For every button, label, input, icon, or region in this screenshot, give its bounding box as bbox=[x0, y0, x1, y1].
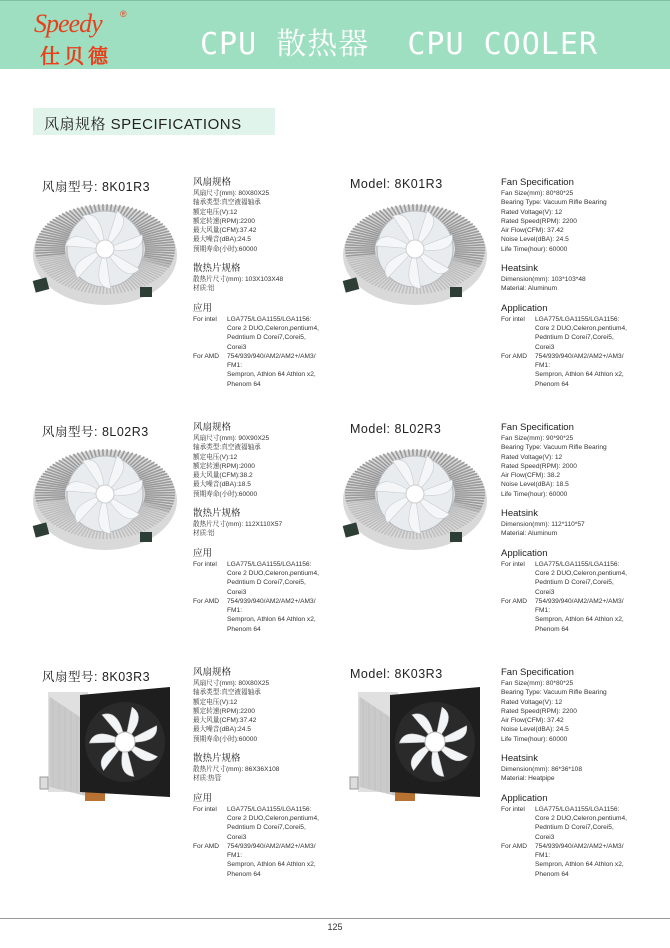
fan-spec-heading: 风扇规格 bbox=[193, 422, 232, 433]
amd-platform-line: Phenom 64 bbox=[535, 380, 569, 388]
intel-platform-line: Corei3 bbox=[227, 833, 247, 841]
spec-cn bbox=[193, 422, 353, 634]
heatsink-line: 材质:铝 bbox=[193, 530, 215, 538]
intel-label: For intel bbox=[501, 315, 525, 323]
fan-spec-line: 轴承类型:真空液福轴承 bbox=[193, 444, 261, 452]
amd-label: For AMD bbox=[501, 352, 528, 360]
model-label-en: Model: 8K01R3 bbox=[350, 177, 443, 191]
amd-platform-line: Sempron, Athlon 64 Athlon x2, bbox=[535, 371, 624, 379]
heatsink-line: Material: Aluminum bbox=[501, 285, 558, 293]
heatsink-line: Material: Heatpipe bbox=[501, 775, 555, 783]
application-heading: 应用 bbox=[193, 792, 213, 804]
fan-spec-line: 额定电压(V):12 bbox=[193, 453, 238, 461]
intel-platforms bbox=[227, 805, 319, 842]
amd-platform-line: FM1: bbox=[227, 607, 243, 615]
amd-platform-line: 754/939/940/AM2/AM2+/AM3/ bbox=[535, 842, 624, 850]
intel-platform-line: Core 2 DUO,Celeron,pentium4, bbox=[227, 324, 319, 332]
heatsink-line: 散热片尺寸(mm): 112X110X57 bbox=[193, 521, 283, 529]
amd-platform-line: Sempron, Athlon 64 Athlon x2, bbox=[535, 861, 624, 869]
application-amd bbox=[193, 597, 353, 634]
fan-spec-line: Life Time(hour): 60000 bbox=[501, 245, 568, 253]
model-label-en: Model: 8K03R3 bbox=[350, 667, 443, 681]
amd-platform-line: Phenom 64 bbox=[535, 625, 569, 633]
application-amd bbox=[193, 842, 353, 879]
amd-platform-line: Phenom 64 bbox=[535, 870, 569, 878]
amd-platform-line: FM1: bbox=[227, 362, 243, 370]
heatsink-line: 材质:热管 bbox=[193, 775, 222, 783]
application-amd bbox=[501, 842, 661, 879]
spacer bbox=[501, 784, 661, 793]
cooler-image bbox=[340, 187, 490, 317]
amd-platform-line: FM1: bbox=[535, 362, 551, 370]
intel-platform-line: Corei3 bbox=[535, 343, 555, 351]
fan-spec-line: Air Flow(CFM): 37.42 bbox=[501, 227, 564, 235]
heatsink-heading: Heatsink bbox=[501, 508, 538, 520]
heatsink-heading: 散热片规格 bbox=[193, 753, 241, 765]
amd-label: For AMD bbox=[193, 842, 220, 850]
cooler-image bbox=[30, 677, 180, 807]
heatsink-heading: Heatsink bbox=[501, 753, 538, 765]
intel-platform-line: Pedntium D Corei7,Corei5, bbox=[535, 334, 614, 342]
fan-spec-line: 轴承类型:真空液福轴承 bbox=[193, 199, 261, 207]
fan-spec-line: 额定电压(V):12 bbox=[193, 208, 238, 216]
intel-platforms bbox=[535, 315, 627, 352]
heatsink-heading: 散热片规格 bbox=[193, 508, 241, 520]
page-header bbox=[0, 0, 670, 69]
heatsink-line: Dimension(mm): 86*36*108 bbox=[501, 766, 582, 774]
amd-platforms bbox=[535, 842, 624, 879]
cooler-image bbox=[30, 432, 180, 562]
application-intel bbox=[501, 560, 661, 597]
intel-platform-line: Core 2 DUO,Celeron,pentium4, bbox=[227, 569, 319, 577]
speedy-logo: Speedy ® 仕贝德 bbox=[34, 9, 127, 68]
page-number: 125 bbox=[327, 922, 343, 932]
amd-platform-line: FM1: bbox=[227, 852, 243, 860]
application-heading: 应用 bbox=[193, 547, 213, 559]
fan-spec-line: Air Flow(CFM): 38.2 bbox=[501, 472, 560, 480]
heatsink-heading: Heatsink bbox=[501, 263, 538, 275]
amd-platform-line: 754/939/940/AM2/AM2+/AM3/ bbox=[227, 842, 316, 850]
intel-platform-line: Corei3 bbox=[535, 833, 555, 841]
spacer bbox=[193, 499, 353, 508]
heatsink-heading: 散热片规格 bbox=[193, 263, 241, 275]
amd-platforms bbox=[535, 352, 624, 389]
fan-spec-line: 最大风量(CFM):37.42 bbox=[193, 717, 257, 725]
amd-platform-line: Sempron, Athlon 64 Athlon x2, bbox=[535, 616, 624, 624]
product-row bbox=[0, 665, 670, 905]
heatsink-line: Dimension(mm): 112*110*57 bbox=[501, 521, 585, 529]
intel-label: For intel bbox=[193, 315, 217, 323]
amd-platform-line: FM1: bbox=[535, 852, 551, 860]
intel-platforms bbox=[535, 560, 627, 597]
amd-platform-line: FM1: bbox=[535, 607, 551, 615]
page-title: CPU 散热器 CPU COOLER bbox=[200, 27, 598, 62]
spacer bbox=[193, 744, 353, 753]
fan-spec-line: 最大噪音(dBA):24.5 bbox=[193, 236, 251, 244]
intel-platform-line: Core 2 DUO,Celeron,pentium4, bbox=[535, 814, 627, 822]
fan-spec-line: 预期寿命(小时):60000 bbox=[193, 735, 258, 743]
fan-spec-line: 额定转速(RPM):2200 bbox=[193, 217, 255, 225]
intel-label: For intel bbox=[501, 805, 525, 813]
fan-spec-line: Bearing Type: Vacuum Rifle Bearing bbox=[501, 689, 607, 697]
heatsink-line: 散热片尺寸(mm): 103X103X48 bbox=[193, 276, 284, 284]
fan-spec-line: 风扇尺寸(mm): 90X90X25 bbox=[193, 435, 270, 442]
intel-platform-line: LGA775/LGA1155/LGA1156: bbox=[227, 805, 312, 813]
amd-platform-line: Sempron, Athlon 64 Athlon x2, bbox=[227, 861, 316, 869]
spec-cn bbox=[193, 667, 353, 879]
amd-label: For AMD bbox=[501, 597, 528, 605]
spacer bbox=[193, 254, 353, 263]
heatsink-line: Material: Aluminum bbox=[501, 530, 558, 538]
cooler-image bbox=[340, 677, 490, 807]
intel-platform-line: LGA775/LGA1155/LGA1156: bbox=[227, 560, 312, 568]
intel-platform-line: Corei3 bbox=[227, 343, 247, 351]
product-row bbox=[0, 175, 670, 415]
fan-spec-line: 风扇尺寸(mm): 80X80X25 bbox=[193, 680, 270, 687]
application-amd bbox=[501, 352, 661, 389]
amd-platform-line: 754/939/940/AM2/AM2+/AM3/ bbox=[535, 597, 624, 605]
fan-spec-heading: Fan Specification bbox=[501, 667, 574, 678]
intel-platform-line: Corei3 bbox=[227, 588, 247, 596]
intel-platform-line: Pedntium D Corei7,Corei5, bbox=[227, 579, 306, 587]
intel-label: For intel bbox=[193, 805, 217, 813]
fan-spec-line: 轴承类型:真空液福轴承 bbox=[193, 689, 261, 697]
cooler-image bbox=[340, 432, 490, 562]
heatsink-line: Dimension(mm): 103*103*48 bbox=[501, 276, 586, 284]
heatsink-line: 材质:铝 bbox=[193, 285, 215, 293]
fan-spec-line: 预期寿命(小时):60000 bbox=[193, 490, 258, 498]
intel-platform-line: Core 2 DUO,Celeron,pentium4, bbox=[535, 569, 627, 577]
fan-spec-heading: 风扇规格 bbox=[193, 667, 232, 678]
fan-spec-line: Fan Size(mm): 80*80*25 bbox=[501, 680, 574, 687]
fan-spec-line: Noise Level(dBA): 18.5 bbox=[501, 481, 569, 489]
model-label-en: Model: 8L02R3 bbox=[350, 422, 442, 436]
fan-spec-line: Fan Size(mm): 90*90*25 bbox=[501, 435, 574, 442]
fan-spec-line: 额定电压(V):12 bbox=[193, 698, 238, 706]
fan-spec-heading: Fan Specification bbox=[501, 422, 574, 433]
intel-platform-line: Pedntium D Corei7,Corei5, bbox=[535, 824, 614, 832]
amd-platform-line: 754/939/940/AM2/AM2+/AM3/ bbox=[535, 352, 624, 360]
cooler-image bbox=[30, 187, 180, 317]
intel-platform-line: Core 2 DUO,Celeron,pentium4, bbox=[227, 814, 319, 822]
section-title: 风扇规格 SPECIFICATIONS bbox=[44, 116, 242, 133]
intel-platform-line: LGA775/LGA1155/LGA1156: bbox=[535, 805, 620, 813]
intel-platforms bbox=[227, 560, 319, 597]
application-intel bbox=[501, 315, 661, 352]
model-label-cn: 风扇型号: 8L02R3 bbox=[42, 425, 149, 439]
application-intel bbox=[193, 805, 353, 842]
intel-platform-line: Core 2 DUO,Celeron,pentium4, bbox=[535, 324, 627, 332]
fan-spec-line: Bearing Type: Vacuum Rifle Bearing bbox=[501, 199, 607, 207]
amd-platform-line: Phenom 64 bbox=[227, 625, 261, 633]
intel-platform-line: Pedntium D Corei7,Corei5, bbox=[227, 334, 306, 342]
fan-spec-line: Rated Speed(RPM): 2200 bbox=[501, 217, 577, 225]
fan-spec-line: 风扇尺寸(mm): 80X80X25 bbox=[193, 190, 270, 197]
fan-spec-line: Air Flow(CFM): 37.42 bbox=[501, 717, 564, 725]
amd-platform-line: Sempron, Athlon 64 Athlon x2, bbox=[227, 616, 316, 624]
application-heading: Application bbox=[501, 547, 548, 559]
fan-spec-line: Life Time(hour): 60000 bbox=[501, 490, 568, 498]
fan-spec-line: 预期寿命(小时):60000 bbox=[193, 245, 258, 253]
intel-platform-line: Corei3 bbox=[535, 588, 555, 596]
application-heading: 应用 bbox=[193, 302, 213, 314]
amd-platforms bbox=[227, 597, 316, 634]
fan-spec-line: Rated Voltage(V): 12 bbox=[501, 698, 563, 706]
application-intel bbox=[193, 560, 353, 597]
amd-platforms bbox=[227, 842, 316, 879]
intel-label: For intel bbox=[193, 560, 217, 568]
amd-platform-line: Phenom 64 bbox=[227, 380, 261, 388]
fan-spec-line: Life Time(hour): 60000 bbox=[501, 735, 568, 743]
application-intel bbox=[193, 315, 353, 352]
amd-label: For AMD bbox=[193, 352, 220, 360]
spacer bbox=[193, 539, 353, 548]
spacer bbox=[501, 254, 661, 263]
spacer bbox=[501, 744, 661, 753]
fan-spec-line: Noise Level(dBA): 24.5 bbox=[501, 726, 569, 734]
amd-platform-line: Sempron, Athlon 64 Athlon x2, bbox=[227, 371, 316, 379]
spacer bbox=[501, 499, 661, 508]
fan-spec-line: Rated Speed(RPM): 2000 bbox=[501, 462, 577, 470]
footer-divider bbox=[0, 918, 670, 919]
fan-spec-line: 最大风量(CFM):38.2 bbox=[193, 472, 253, 480]
spacer bbox=[501, 294, 661, 303]
intel-platform-line: Pedntium D Corei7,Corei5, bbox=[227, 824, 306, 832]
amd-label: For AMD bbox=[193, 597, 220, 605]
fan-spec-heading: 风扇规格 bbox=[193, 177, 232, 188]
amd-platform-line: Phenom 64 bbox=[227, 870, 261, 878]
fan-spec-heading: Fan Specification bbox=[501, 177, 574, 188]
fan-spec-line: Bearing Type: Vacuum Rifle Bearing bbox=[501, 444, 607, 452]
amd-platforms bbox=[535, 597, 624, 634]
application-heading: Application bbox=[501, 792, 548, 804]
spec-cn bbox=[193, 177, 353, 389]
fan-spec-line: Noise Level(dBA): 24.5 bbox=[501, 236, 569, 244]
fan-spec-line: 额定转速(RPM):2200 bbox=[193, 707, 255, 715]
fan-spec-line: 最大噪音(dBA):18.5 bbox=[193, 481, 251, 489]
spacer bbox=[501, 539, 661, 548]
fan-spec-line: Rated Voltage(V): 12 bbox=[501, 453, 563, 461]
intel-platforms bbox=[535, 805, 627, 842]
application-amd bbox=[193, 352, 353, 389]
spacer bbox=[193, 784, 353, 793]
intel-platforms bbox=[227, 315, 319, 352]
intel-platform-line: LGA775/LGA1155/LGA1156: bbox=[535, 560, 620, 568]
fan-spec-line: 最大噪音(dBA):24.5 bbox=[193, 726, 251, 734]
product-row bbox=[0, 420, 670, 660]
amd-platform-line: 754/939/940/AM2/AM2+/AM3/ bbox=[227, 352, 316, 360]
intel-platform-line: Pedntium D Corei7,Corei5, bbox=[535, 579, 614, 587]
application-intel bbox=[501, 805, 661, 842]
application-heading: Application bbox=[501, 302, 548, 314]
model-label-cn: 风扇型号: 8K03R3 bbox=[42, 670, 151, 684]
section-heading bbox=[33, 108, 275, 135]
spec-en bbox=[501, 422, 661, 634]
amd-platform-line: 754/939/940/AM2/AM2+/AM3/ bbox=[227, 597, 316, 605]
intel-platform-line: LGA775/LGA1155/LGA1156: bbox=[535, 315, 620, 323]
fan-spec-line: 最大风量(CFM):37.42 bbox=[193, 227, 257, 235]
fan-spec-line: Fan Size(mm): 80*80*25 bbox=[501, 190, 574, 197]
intel-platform-line: LGA775/LGA1155/LGA1156: bbox=[227, 315, 312, 323]
application-amd bbox=[501, 597, 661, 634]
spacer bbox=[193, 294, 353, 303]
heatsink-line: 散热片尺寸(mm): 86X36X108 bbox=[193, 766, 280, 774]
fan-spec-line: 额定转速(RPM):2000 bbox=[193, 462, 255, 470]
intel-label: For intel bbox=[501, 560, 525, 568]
fan-spec-line: Rated Speed(RPM): 2200 bbox=[501, 707, 577, 715]
amd-label: For AMD bbox=[501, 842, 528, 850]
model-label-cn: 风扇型号: 8K01R3 bbox=[42, 180, 151, 194]
spec-en bbox=[501, 667, 661, 879]
spec-en bbox=[501, 177, 661, 389]
fan-spec-line: Rated Voltage(V): 12 bbox=[501, 208, 563, 216]
amd-platforms bbox=[227, 352, 316, 389]
